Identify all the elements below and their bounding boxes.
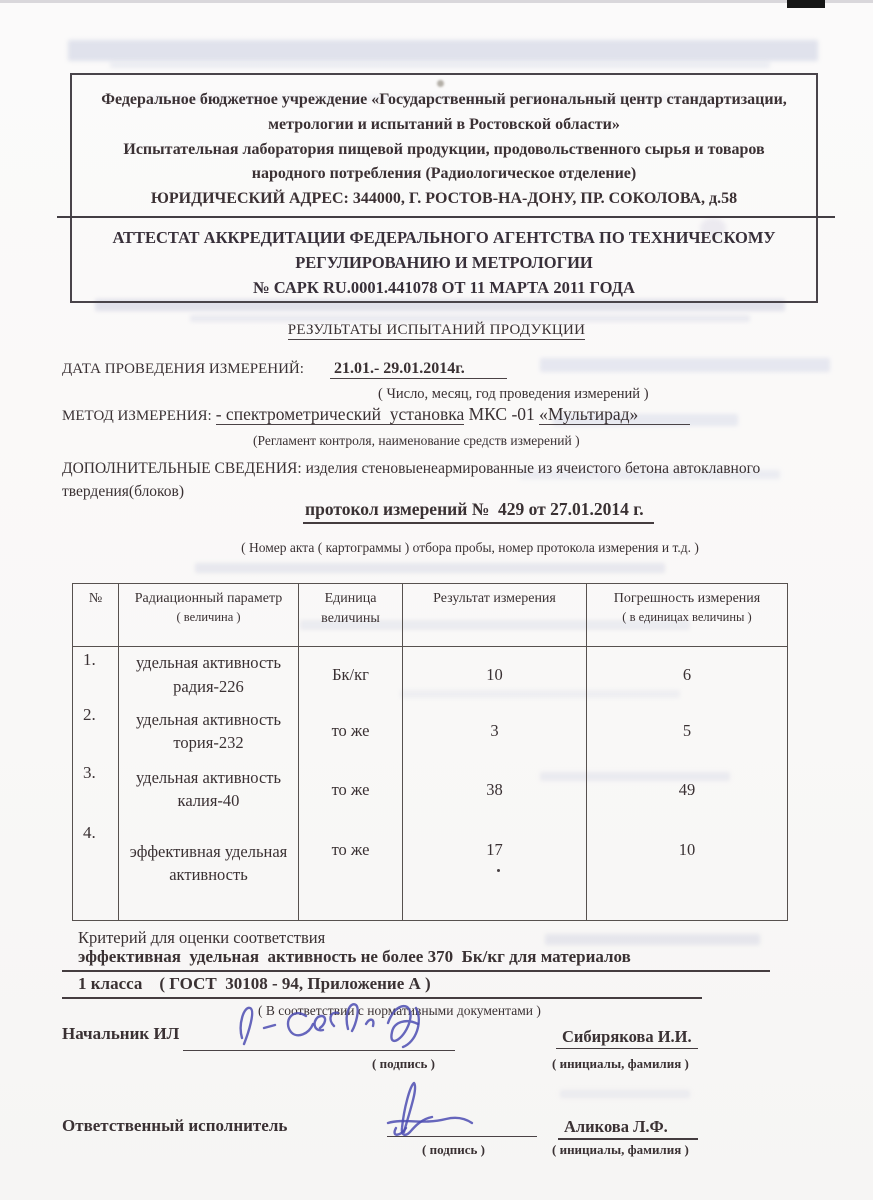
row2-num: 2. bbox=[73, 702, 119, 760]
signature2-name: Аликова Л.Ф. bbox=[558, 1117, 698, 1140]
row1-num: 1. bbox=[73, 647, 119, 702]
organization-name: Федеральное бюджетное учреждение «Государственный региональный центр стандартизации, метрологии и испытаний в Ростовской области» bbox=[101, 91, 787, 133]
measurement-date-value: 21.01.- 29.01.2014г. bbox=[330, 360, 507, 379]
row2-parameter: удельная активность тория-232 bbox=[119, 702, 299, 760]
criteria-line2: 1 класса ( ГОСТ 30108 - 94, Приложение А ) bbox=[62, 974, 702, 999]
measurement-method-line bbox=[62, 404, 862, 425]
signature1-sign-hint: ( подпись ) bbox=[372, 1056, 435, 1071]
method-value-part3: «Мультирад» bbox=[539, 404, 690, 425]
protocol-hint: ( Номер акта ( картограммы ) отбора пробы, номер протокола измерения и т.д. ) bbox=[241, 540, 699, 555]
measurement-date-hint: ( Число, месяц, год проведения измерений ) bbox=[378, 386, 649, 402]
col-header-unit: Единица величины bbox=[299, 584, 403, 647]
row4-unit: то же bbox=[299, 820, 403, 920]
method-value-part2: МКС -01 bbox=[464, 404, 540, 424]
signature1-role: Начальник ИЛ bbox=[62, 1024, 180, 1043]
col-header-result: Результат измерения bbox=[403, 584, 587, 647]
additional-details-value: изделия стеновыенеармированные из ячеистого бетона автоклавного твердения(блоков) bbox=[62, 460, 765, 501]
row1-result: 10 bbox=[403, 647, 587, 702]
signature1-handwriting bbox=[228, 994, 440, 1054]
signature2-line bbox=[387, 1136, 537, 1137]
criteria-label: Критерий для оценки соответствия bbox=[78, 928, 326, 947]
signature2-sign-hint: ( подпись ) bbox=[422, 1142, 485, 1157]
signature1-name-hint: ( инициалы, фамилия ) bbox=[552, 1056, 689, 1071]
row4-result: 17 bbox=[403, 820, 587, 920]
measurement-date-line bbox=[62, 360, 822, 378]
signature1-name: Сибирякова И.И. bbox=[556, 1027, 698, 1049]
row3-error: 49 bbox=[678, 780, 696, 799]
col-header-parameter: Радиационный параметр ( величина ) bbox=[119, 584, 299, 647]
row4-num: 4. bbox=[73, 820, 119, 920]
signature2-role: Ответственный исполнитель bbox=[62, 1116, 288, 1135]
results-table bbox=[72, 583, 788, 921]
row4-error: 10 bbox=[678, 840, 696, 859]
scan-top-edge bbox=[0, 0, 873, 3]
row2-error: 5 bbox=[682, 721, 692, 740]
row2-unit: то же bbox=[299, 702, 403, 760]
row3-result: 38 bbox=[403, 760, 587, 820]
header-divider bbox=[57, 216, 835, 218]
measurement-method-hint: (Регламент контроля, наименование средств измерений ) bbox=[253, 433, 580, 448]
row3-parameter: удельная активность калия-40 bbox=[119, 760, 299, 820]
col-header-error: Погрешность измерения ( в единицах величины ) bbox=[587, 584, 787, 647]
row2-result: 3 bbox=[403, 702, 587, 760]
accreditation-number: № САРК RU.0001.441078 ОТ 11 МАРТА 2011 ГОДА bbox=[253, 277, 635, 297]
bleedthrough-line bbox=[190, 315, 750, 322]
bleedthrough-line bbox=[560, 1090, 690, 1098]
additional-details-label: ДОПОЛНИТЕЛЬНЫЕ СВЕДЕНИЯ: bbox=[62, 460, 302, 477]
bleedthrough-line bbox=[195, 563, 665, 573]
organization-block bbox=[86, 88, 802, 212]
row1-parameter: удельная активность радия-226 bbox=[119, 647, 299, 702]
document-title bbox=[0, 322, 873, 339]
row4-parameter: эффективная удельная активность bbox=[119, 820, 299, 920]
protocol-number-line: протокол измерений № 429 от 27.01.2014 г. bbox=[303, 499, 654, 524]
method-value-part1: - спектрометрический установка bbox=[215, 404, 465, 424]
additional-details bbox=[62, 457, 778, 504]
accreditation-block bbox=[86, 226, 802, 300]
signature2-handwriting bbox=[360, 1078, 490, 1140]
row3-unit: то же bbox=[299, 760, 403, 820]
legal-address: ЮРИДИЧЕСКИЙ АДРЕС: 344000, Г. РОСТОВ-НА-ДОНУ, ПР. СОКОЛОВА, д.58 bbox=[150, 190, 738, 208]
row1-unit: Бк/кг bbox=[299, 647, 403, 702]
laboratory-name: Испытательная лаборатория пищевой продукции, продовольственного сырья и товаров народного потребления (Радиологическое отделение) bbox=[123, 140, 765, 183]
measurement-date-label: ДАТА ПРОВЕДЕНИЯ ИЗМЕРЕНИЙ: bbox=[62, 361, 304, 377]
criteria-hint: ( В соответствии с нормативными документами ) bbox=[258, 1003, 541, 1018]
bleedthrough-line bbox=[110, 62, 770, 68]
row1-error: 6 bbox=[682, 664, 692, 684]
document-title-text: РЕЗУЛЬТАТЫ ИСПЫТАНИЙ ПРОДУКЦИИ bbox=[287, 322, 586, 338]
measurement-method-label: МЕТОД ИЗМЕРЕНИЯ: bbox=[62, 408, 212, 424]
row3-num: 3. bbox=[73, 760, 119, 820]
bleedthrough-line bbox=[545, 934, 760, 945]
criteria-line1: эффективная удельная активность не более 370 Бк/кг для материалов bbox=[62, 947, 770, 972]
accreditation-title: АТТЕСТАТ АККРЕДИТАЦИИ ФЕДЕРАЛЬНОГО АГЕНТСТВА ПО ТЕХНИЧЕСКОМУ РЕГУЛИРОВАНИЮ И МЕТРОЛОГИИ bbox=[112, 228, 776, 272]
bleedthrough-band bbox=[68, 40, 818, 61]
signature2-name-hint: ( инициалы, фамилия ) bbox=[552, 1142, 689, 1157]
scan-corner-mark bbox=[787, 0, 825, 8]
col-header-num: № bbox=[73, 584, 119, 647]
